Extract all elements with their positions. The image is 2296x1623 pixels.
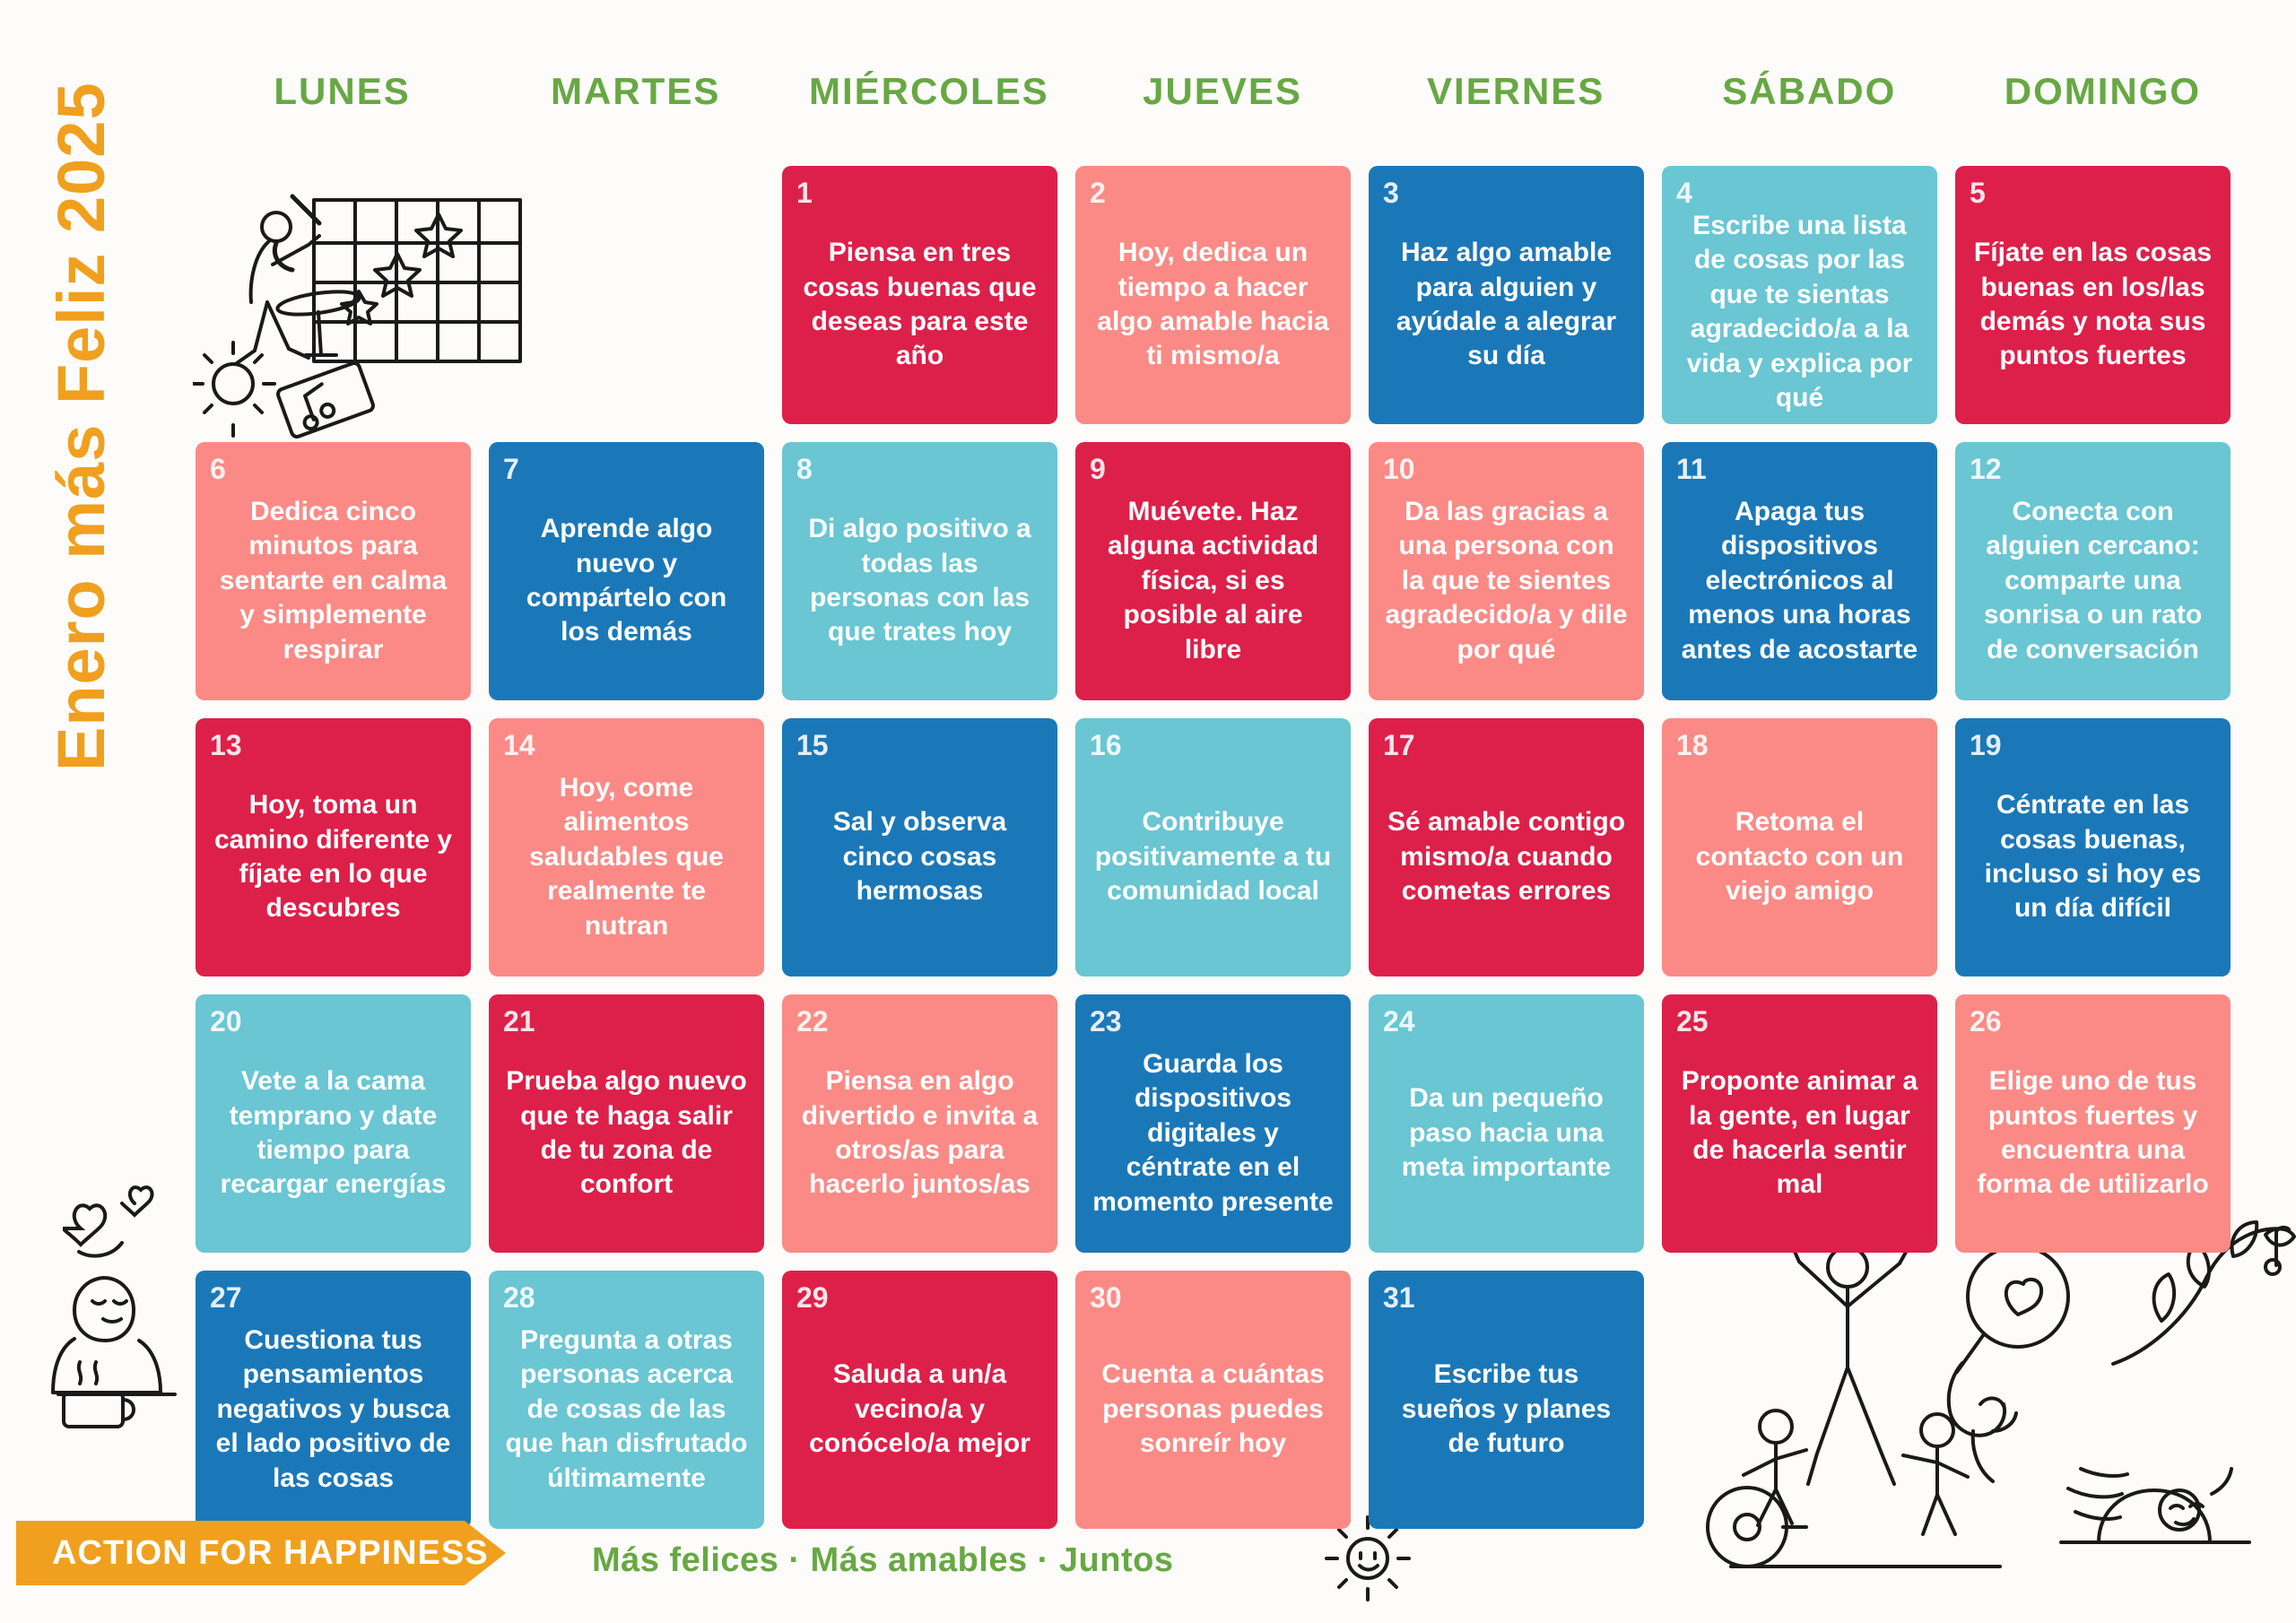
calendar-day-number: 24	[1383, 1005, 1415, 1037]
calendar-cell-7[interactable]	[489, 442, 764, 700]
weekday-header-viernes: VIERNES	[1426, 70, 1605, 112]
weekday-header-martes: MARTES	[551, 70, 721, 112]
calendar-cell-14[interactable]	[489, 718, 764, 976]
poster-vertical-title-text: Enero más Feliz 2025	[44, 82, 118, 771]
calendar-cell-15[interactable]	[782, 718, 1057, 976]
calendar-day-number: 12	[1970, 453, 2002, 485]
calendar-day-text: Sal y observa cinco cosas hermosas	[832, 807, 1007, 907]
calendar-day-text: Elige uno de tus puntos fuertes y encuentra una forma de utilizarlo	[1977, 1066, 2209, 1200]
calendar-day-number: 22	[796, 1005, 829, 1037]
calendar-day-text: Haz algo amable para alguien y ayúdale a alegrar su día	[1396, 238, 1617, 371]
calendar-day-number: 18	[1676, 729, 1709, 761]
calendar-day-number: 7	[503, 453, 519, 485]
calendar-day-number: 17	[1383, 729, 1415, 761]
calendar-day-text: Escribe tus sueños y planes de futuro	[1401, 1359, 1612, 1459]
calendar-cell-13[interactable]	[196, 718, 471, 976]
calendar-day-text: Piensa en tres cosas buenas que deseas para este año	[803, 238, 1037, 371]
calendar-day-text: Cuenta a cuántas personas puedes sonreír hoy	[1101, 1359, 1325, 1459]
calendar-day-number: 1	[796, 177, 813, 209]
calendar-day-text: Retoma el contacto con un viejo amigo	[1695, 807, 1904, 907]
calendar-day-number: 21	[503, 1005, 535, 1037]
calendar-day-text: Escribe una lista de cosas por las que te sientas agradecido/a a la vida y explica por qué	[1686, 211, 1913, 412]
calendar-day-number: 4	[1676, 177, 1692, 209]
poster-vertical-title	[43, 0, 119, 771]
calendar-cell-9[interactable]	[1075, 442, 1351, 700]
calendar-grid	[196, 166, 2249, 1529]
calendar-cell-30[interactable]	[1075, 1271, 1351, 1529]
calendar-day-number: 23	[1090, 1005, 1122, 1037]
calendar-cell-31[interactable]	[1369, 1271, 1644, 1529]
calendar-cell	[1662, 1271, 1937, 1529]
calendar-day-number: 31	[1383, 1281, 1415, 1314]
calendar-cell-22[interactable]	[782, 994, 1057, 1253]
calendar-cell-10[interactable]	[1369, 442, 1644, 700]
calendar-day-text: Sé amable contigo mismo/a cuando cometas errores	[1387, 807, 1626, 907]
calendar-day-text: Saluda a un/a vecino/a y conócelo/a mejor	[809, 1359, 1031, 1459]
calendar-day-text: Apaga tus dispositivos electrónicos al menos una horas antes de acostarte	[1681, 497, 1918, 664]
calendar-day-number: 29	[796, 1281, 829, 1314]
action-for-happiness-banner	[16, 1521, 518, 1585]
calendar-cell-12[interactable]	[1955, 442, 2231, 700]
calendar-day-number: 3	[1383, 177, 1399, 209]
calendar-cell-5[interactable]	[1955, 166, 2231, 424]
calendar-day-number: 5	[1970, 177, 1986, 209]
calendar-day-number: 28	[503, 1281, 535, 1314]
calendar-day-number: 6	[210, 453, 226, 485]
calendar-day-number: 15	[796, 729, 829, 761]
calendar-cell-18[interactable]	[1662, 718, 1937, 976]
calendar-day-text	[1676, 1285, 1923, 1515]
calendar-cell-2[interactable]	[1075, 166, 1351, 424]
calendar-day-text: Di algo positivo a todas las personas con las que trates hoy	[808, 514, 1031, 647]
calendar-day-number: 9	[1090, 453, 1106, 485]
calendar-day-number: 25	[1676, 1005, 1709, 1037]
weekday-header-miercoles: MIÉRCOLES	[809, 70, 1049, 112]
calendar-day-text: Contribuye positivamente a tu comunidad local	[1094, 807, 1332, 907]
calendar-day-text: Hoy, toma un camino diferente y fíjate en lo que descubres	[213, 790, 453, 924]
calendar-cell-26[interactable]	[1955, 994, 2231, 1253]
calendar-day-text: Pregunta a otras personas acerca de cosas de las que han disfrutado últimamente	[505, 1325, 748, 1493]
calendar-day-number: 30	[1090, 1281, 1122, 1314]
calendar-cell-3[interactable]	[1369, 166, 1644, 424]
calendar-day-number: 20	[210, 1005, 242, 1037]
calendar-day-text: Prueba algo nuevo que te haga salir de tu zona de confort	[506, 1066, 747, 1200]
calendar-cell-17[interactable]	[1369, 718, 1644, 976]
calendar-day-text: Conecta con alguien cercano: comparte una sonrisa o un rato de conversación	[1983, 497, 2203, 664]
calendar-cell-20[interactable]	[196, 994, 471, 1253]
calendar-cell-19[interactable]	[1955, 718, 2231, 976]
calendar-cell-28[interactable]	[489, 1271, 764, 1529]
calendar-cell	[1955, 1271, 2231, 1529]
calendar-cell	[196, 166, 471, 424]
weekday-header-lunes: LUNES	[274, 70, 411, 112]
weekday-header-jueves: JUEVES	[1143, 70, 1302, 112]
calendar-day-number: 26	[1970, 1005, 2002, 1037]
calendar-cell	[489, 166, 764, 424]
calendar-day-text: Piensa en algo divertido e invita a otros/as para hacerlo juntos/as	[801, 1066, 1039, 1200]
calendar-day-text: Da las gracias a una persona con la que te sientes agradecido/a y dile por qué	[1385, 497, 1628, 664]
calendar-cell-16[interactable]	[1075, 718, 1351, 976]
calendar-day-text: Guarda los dispositivos digitales y céntrate en el momento presente	[1092, 1049, 1334, 1217]
weekday-header-domingo: DOMINGO	[2004, 70, 2202, 112]
calendar-day-text: Hoy, come alimentos saludables que realmente te nutran	[529, 773, 724, 941]
calendar-day-text: Vete a la cama temprano y date tiempo para recargar energías	[220, 1066, 447, 1200]
person-with-tea-icon	[40, 1242, 211, 1444]
calendar-day-text: Dedica cinco minutos para sentarte en calma y simplemente respirar	[219, 497, 448, 664]
footer-tagline: Más felices · Más amables · Juntos	[592, 1541, 1174, 1579]
calendar-day-text: Muévete. Haz alguna actividad física, si es posible al aire libre	[1107, 497, 1319, 664]
banner-label: ACTION FOR HAPPINESS	[52, 1534, 489, 1572]
calendar-day-number: 11	[1676, 453, 1707, 485]
calendar-cell-4[interactable]	[1662, 166, 1937, 424]
calendar-cell-24[interactable]	[1369, 994, 1644, 1253]
calendar-day-text: Proponte animar a la gente, en lugar de hacerla sentir mal	[1681, 1066, 1918, 1200]
calendar-day-number: 16	[1090, 729, 1122, 761]
calendar-day-number: 19	[1970, 729, 2002, 761]
calendar-cell-6[interactable]	[196, 442, 471, 700]
calendar-day-text: Céntrate en las cosas buenas, incluso si hoy es un día difícil	[1984, 790, 2202, 924]
calendar-day-text	[1970, 1285, 2216, 1515]
calendar-cell-23[interactable]	[1075, 994, 1351, 1253]
calendar-cell-27[interactable]	[196, 1271, 471, 1529]
weekday-header-sabado: SÁBADO	[1722, 70, 1897, 112]
calendar-day-number: 2	[1090, 177, 1106, 209]
calendar-cell-25[interactable]	[1662, 994, 1937, 1253]
calendar-day-text: Cuestiona tus pensamientos negativos y busca el lado positivo de las cosas	[215, 1325, 451, 1493]
calendar-cell-1[interactable]	[782, 166, 1057, 424]
calendar-day-text: Da un pequeño paso hacia una meta importante	[1401, 1083, 1612, 1183]
calendar-day-text: Fíjate en las cosas buenas en los/las demás y nota sus puntos fuertes	[1973, 238, 2213, 371]
calendar-cell-11[interactable]	[1662, 442, 1937, 700]
calendar-day-number: 8	[796, 453, 813, 485]
calendar-day-number: 14	[503, 729, 535, 761]
calendar-day-number: 27	[210, 1281, 242, 1314]
calendar-cell-29[interactable]	[782, 1271, 1057, 1529]
calendar-cell-8[interactable]	[782, 442, 1057, 700]
calendar-day-number: 10	[1383, 453, 1415, 485]
calendar-day-text: Aprende algo nuevo y compártelo con los demás	[526, 514, 727, 647]
calendar-day-number: 13	[210, 729, 242, 761]
calendar-day-text	[210, 180, 457, 410]
weekday-header-row	[196, 70, 2249, 113]
calendar-day-text	[503, 180, 750, 410]
calendar-cell-21[interactable]	[489, 994, 764, 1253]
calendar-day-text: Hoy, dedica un tiempo a hacer algo amable hacia ti mismo/a	[1097, 238, 1329, 371]
